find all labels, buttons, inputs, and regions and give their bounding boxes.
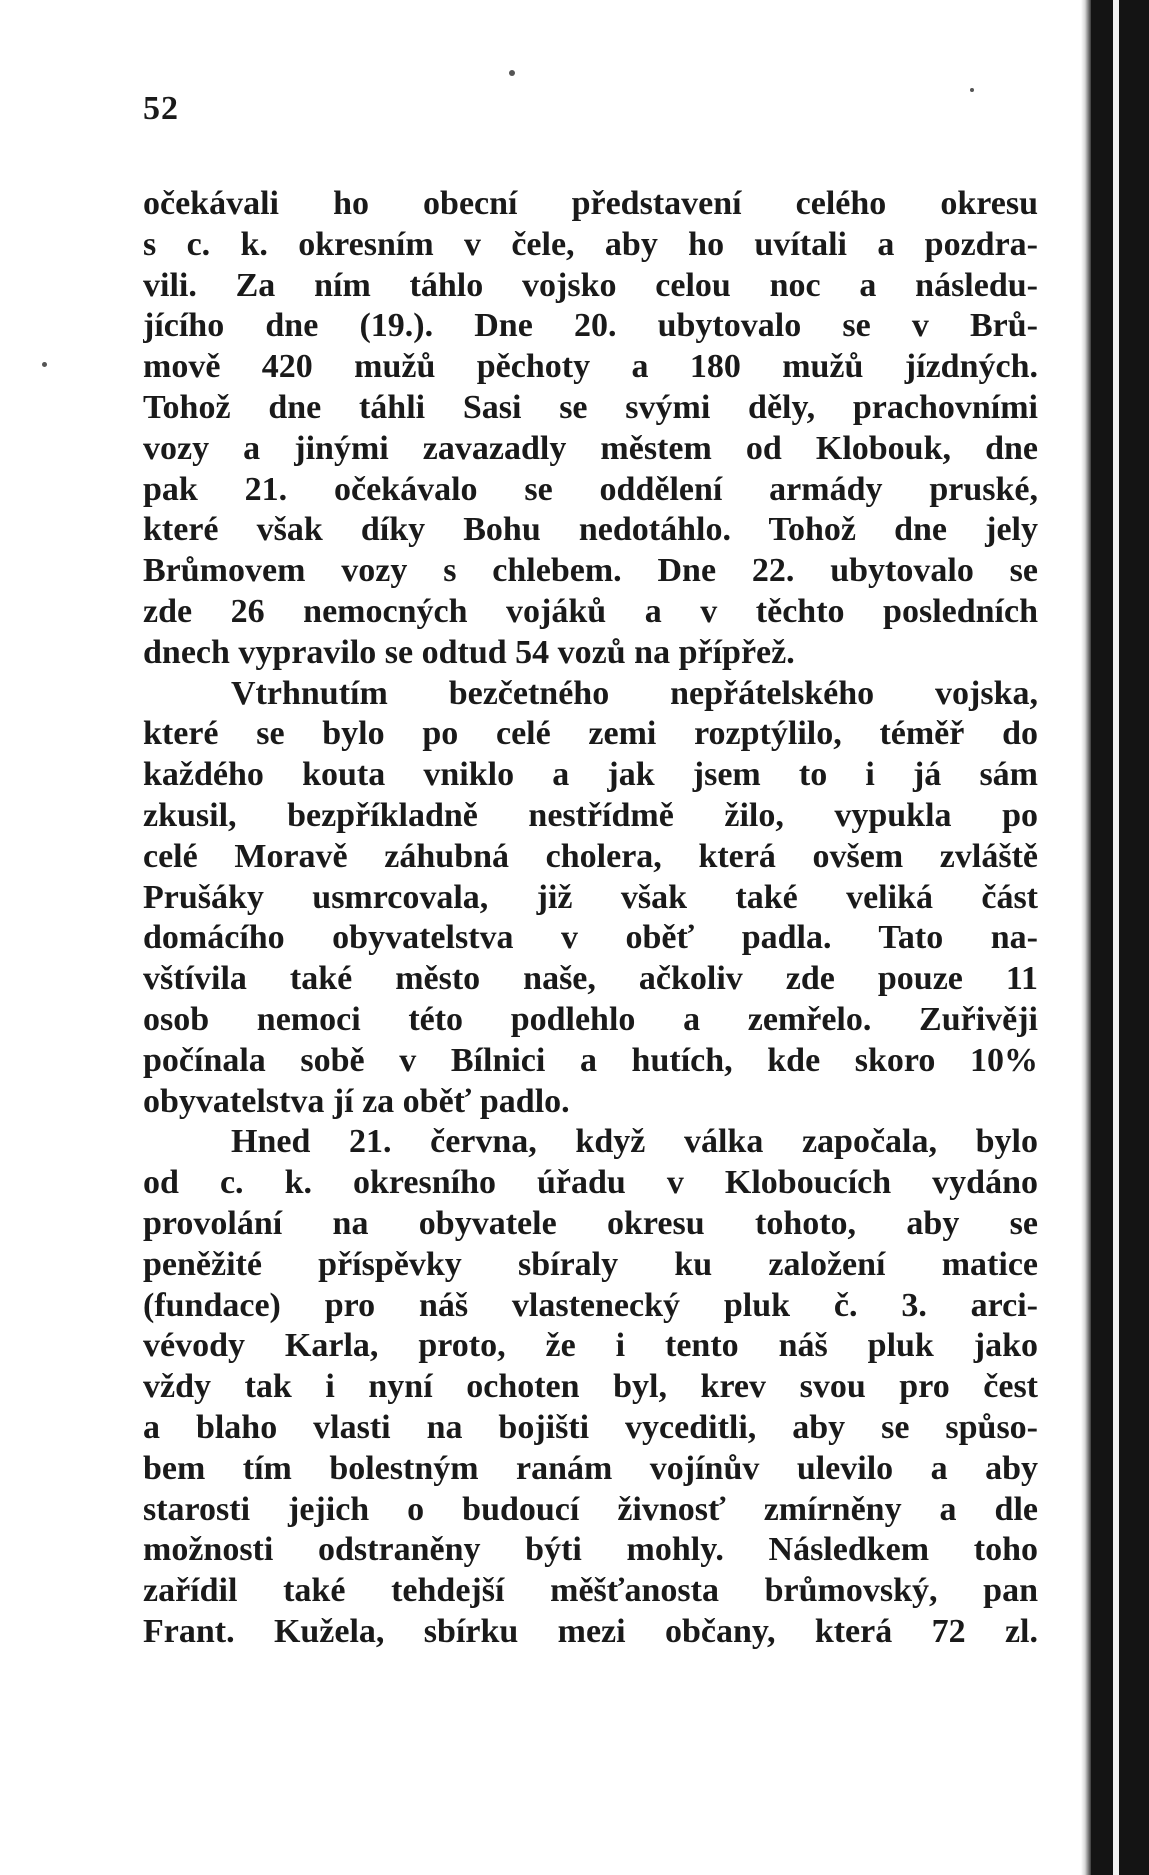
page-number: 52	[143, 90, 179, 127]
text-line: s c. k. okresním v čele, aby ho uvítali a pozdra-	[143, 225, 1038, 263]
text-line: vozy a jinými zavazadly městem od Klobouk, dne	[143, 429, 1038, 467]
text-line: vždy tak i nyní ochoten byl, krev svou pro čest	[143, 1368, 1038, 1406]
text-line: zařídil také tehdejší měšťanosta brůmovský, pan	[143, 1572, 1038, 1610]
text-line: Vtrhnutím bezčetného nepřátelského vojska,	[231, 674, 1038, 712]
text-line: počínala sobě v Bílnici a hutích, kde skoro 10%	[143, 1041, 1038, 1079]
text-line: peněžité příspěvky sbíraly ku založení matice	[143, 1245, 1038, 1283]
text-line: vévody Karla, proto, že i tento náš pluk jako	[143, 1327, 1038, 1365]
text-line: které se bylo po celé zemi rozptýlilo, téměř do	[143, 715, 1038, 753]
text-line: pak 21. očekávalo se oddělení armády pruské,	[143, 470, 1038, 508]
text-line: starosti jejich o budoucí živnosť zmírněny a dle	[143, 1490, 1038, 1528]
text-line: provolání na obyvatele okresu tohoto, aby se	[143, 1204, 1038, 1242]
text-line: bem tím bolestným ranám vojínův ulevilo a aby	[143, 1449, 1038, 1487]
text-line: Tohož dne táhli Sasi se svými děly, prachovními	[143, 388, 1038, 426]
text-line: vili. Za ním táhlo vojsko celou noc a následu-	[143, 266, 1038, 304]
text-line: zkusil, bezpříkladně nestřídmě žilo, vypukla po	[143, 796, 1038, 834]
text-line: a blaho vlasti na bojišti vyceditli, aby se spůso-	[143, 1408, 1038, 1446]
text-line: Prušáky usmrcovala, již však také veliká část	[143, 878, 1038, 916]
text-line: možnosti odstraněny býti mohly. Následkem toho	[143, 1531, 1038, 1569]
scan-border	[1091, 0, 1149, 1875]
text-line: dnech vypravilo se odtud 54 vozů na přípřež.	[143, 633, 795, 671]
scan-border-line	[1113, 0, 1119, 1875]
text-line: očekávali ho obecní představení celého okresu	[143, 185, 1038, 222]
text-line: vštívila také město naše, ačkoliv zde pouze 11	[143, 960, 1038, 998]
text-line: osob nemoci této podlehlo a zemřelo. Zuřivěji	[143, 1000, 1038, 1038]
text-line: celé Moravě záhubná cholera, která ovšem zvláště	[143, 837, 1038, 875]
text-line: domácího obyvatelstva v oběť padla. Tato na-	[143, 919, 1038, 957]
text-line: Brůmovem vozy s chlebem. Dne 22. ubytovalo se	[143, 552, 1038, 590]
body-text	[143, 184, 1038, 1653]
text-line: obyvatelstva jí za oběť padlo.	[143, 1082, 570, 1120]
text-line: Frant. Kužela, sbírku mezi občany, která 72 zl.	[143, 1612, 1038, 1650]
scan-dust-speck	[42, 362, 47, 367]
text-line: (fundace) pro náš vlastenecký pluk č. 3. arci-	[143, 1286, 1038, 1324]
scan-dust-speck	[970, 88, 974, 92]
text-line: Hned 21. června, když válka započala, bylo	[231, 1123, 1038, 1161]
text-line: jícího dne (19.). Dne 20. ubytovalo se v Brů-	[143, 307, 1038, 345]
text-line: od c. k. okresního úřadu v Kloboucích vydáno	[143, 1164, 1038, 1202]
text-line: každého kouta vniklo a jak jsem to i já sám	[143, 756, 1038, 794]
text-line: které však díky Bohu nedotáhlo. Tohož dne jely	[143, 511, 1038, 549]
text-line: zde 26 nemocných vojáků a v těchto posledních	[143, 592, 1038, 630]
scan-dust-speck	[509, 70, 515, 76]
text-line: mově 420 mužů pěchoty a 180 mužů jízdných.	[143, 348, 1038, 386]
scan-shadow	[1081, 0, 1091, 1875]
